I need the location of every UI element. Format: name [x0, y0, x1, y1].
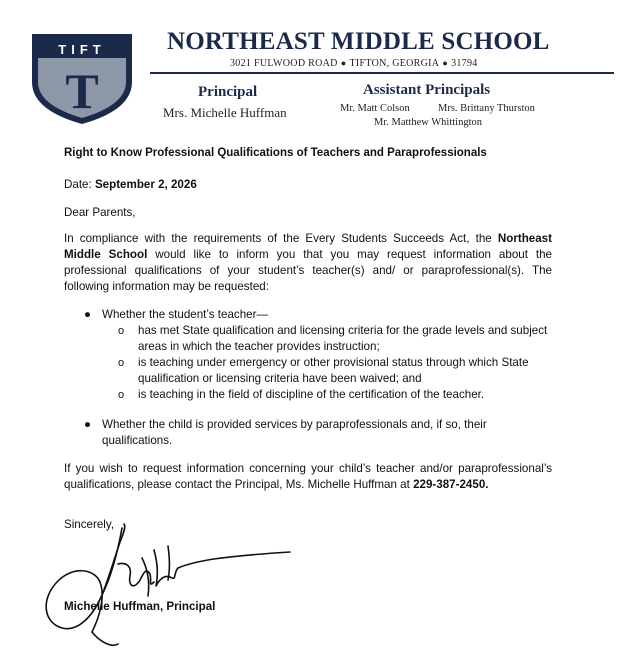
greeting: Dear Parents,	[64, 206, 136, 219]
letter-subject: Right to Know Professional Qualifications of Teachers and Paraprofessionals	[64, 147, 487, 159]
handwritten-signature	[22, 520, 302, 655]
contact-text: If you wish to request information concerning your child’s teacher and/or paraprofessional’s qualifications, please contact the Principal, Ms. Michelle Huffman at	[64, 462, 552, 491]
bullet-text: Whether the child is provided services by paraprofessionals and, if so, their qualifications.	[102, 418, 487, 447]
header-rule	[150, 72, 614, 74]
sub-bullet-icon: o	[118, 389, 125, 401]
sub-list-item	[64, 323, 554, 355]
date-value: September 2, 2026	[94, 178, 197, 191]
logo-letter: T	[65, 63, 99, 119]
intro-text-a: In compliance with the requirements of the Every Students Succeeds Act, the	[64, 232, 498, 245]
address-separator: ●	[442, 58, 449, 68]
bullet-text: Whether the student’s teacher—	[102, 308, 269, 321]
bullet-icon: ●	[84, 308, 92, 321]
sub-bullet-text: is teaching under emergency or other provisional status through which State qualification or licensing criteria have been waived; and	[138, 356, 529, 385]
assistant-principal-1: Mr. Matt Colson	[340, 103, 410, 114]
school-logo	[24, 30, 140, 126]
letter-date	[64, 177, 197, 193]
principal-name: Mrs. Michelle Huffman	[163, 105, 287, 120]
requested-info-list	[64, 307, 554, 449]
contact-paragraph	[64, 461, 552, 493]
closing: Sincerely,	[64, 518, 115, 531]
logo-text: TIFT	[58, 42, 106, 57]
sub-bullet-text: is teaching in the field of discipline of the certification of the teacher.	[138, 388, 485, 401]
address-zip: 31794	[451, 58, 478, 69]
school-name: NORTHEAST MIDDLE SCHOOL	[167, 28, 550, 55]
bullet-icon: ●	[84, 418, 92, 431]
contact-phone: 229-387-2450.	[413, 478, 489, 491]
sub-bullet-icon: o	[118, 325, 125, 337]
assistant-principal-3: Mr. Matthew Whittington	[374, 117, 483, 128]
sub-bullet-text: has met State qualification and licensing criteria for the grade levels and subject areas in which the teacher provides instruction;	[138, 324, 548, 353]
address-separator: ●	[340, 58, 347, 68]
address-street: 3021 FULWOOD ROAD	[230, 58, 338, 69]
sub-list-item	[64, 387, 554, 403]
principal-title: Principal	[198, 84, 258, 100]
assistant-principals-title: Assistant Principals	[363, 82, 491, 98]
list-item	[64, 307, 554, 323]
intro-paragraph	[64, 231, 552, 295]
sub-bullet-icon: o	[118, 357, 125, 369]
intro-school-name: Northeast Middle School	[64, 232, 552, 261]
sub-list-item	[64, 355, 554, 387]
intro-text-b: would like to inform you that you may request information about the professional qualifications of your student’s teacher(s) and/ or paraprofessional(s). The following information may be requested:	[64, 248, 552, 293]
signoff-name: Michelle Huffman, Principal	[64, 600, 216, 613]
assistant-principal-2: Mrs. Brittany Thurston	[438, 103, 535, 114]
list-item	[64, 417, 554, 449]
address-city: TIFTON, GEORGIA	[349, 58, 440, 69]
school-address	[230, 58, 478, 69]
date-label: Date:	[64, 178, 95, 191]
